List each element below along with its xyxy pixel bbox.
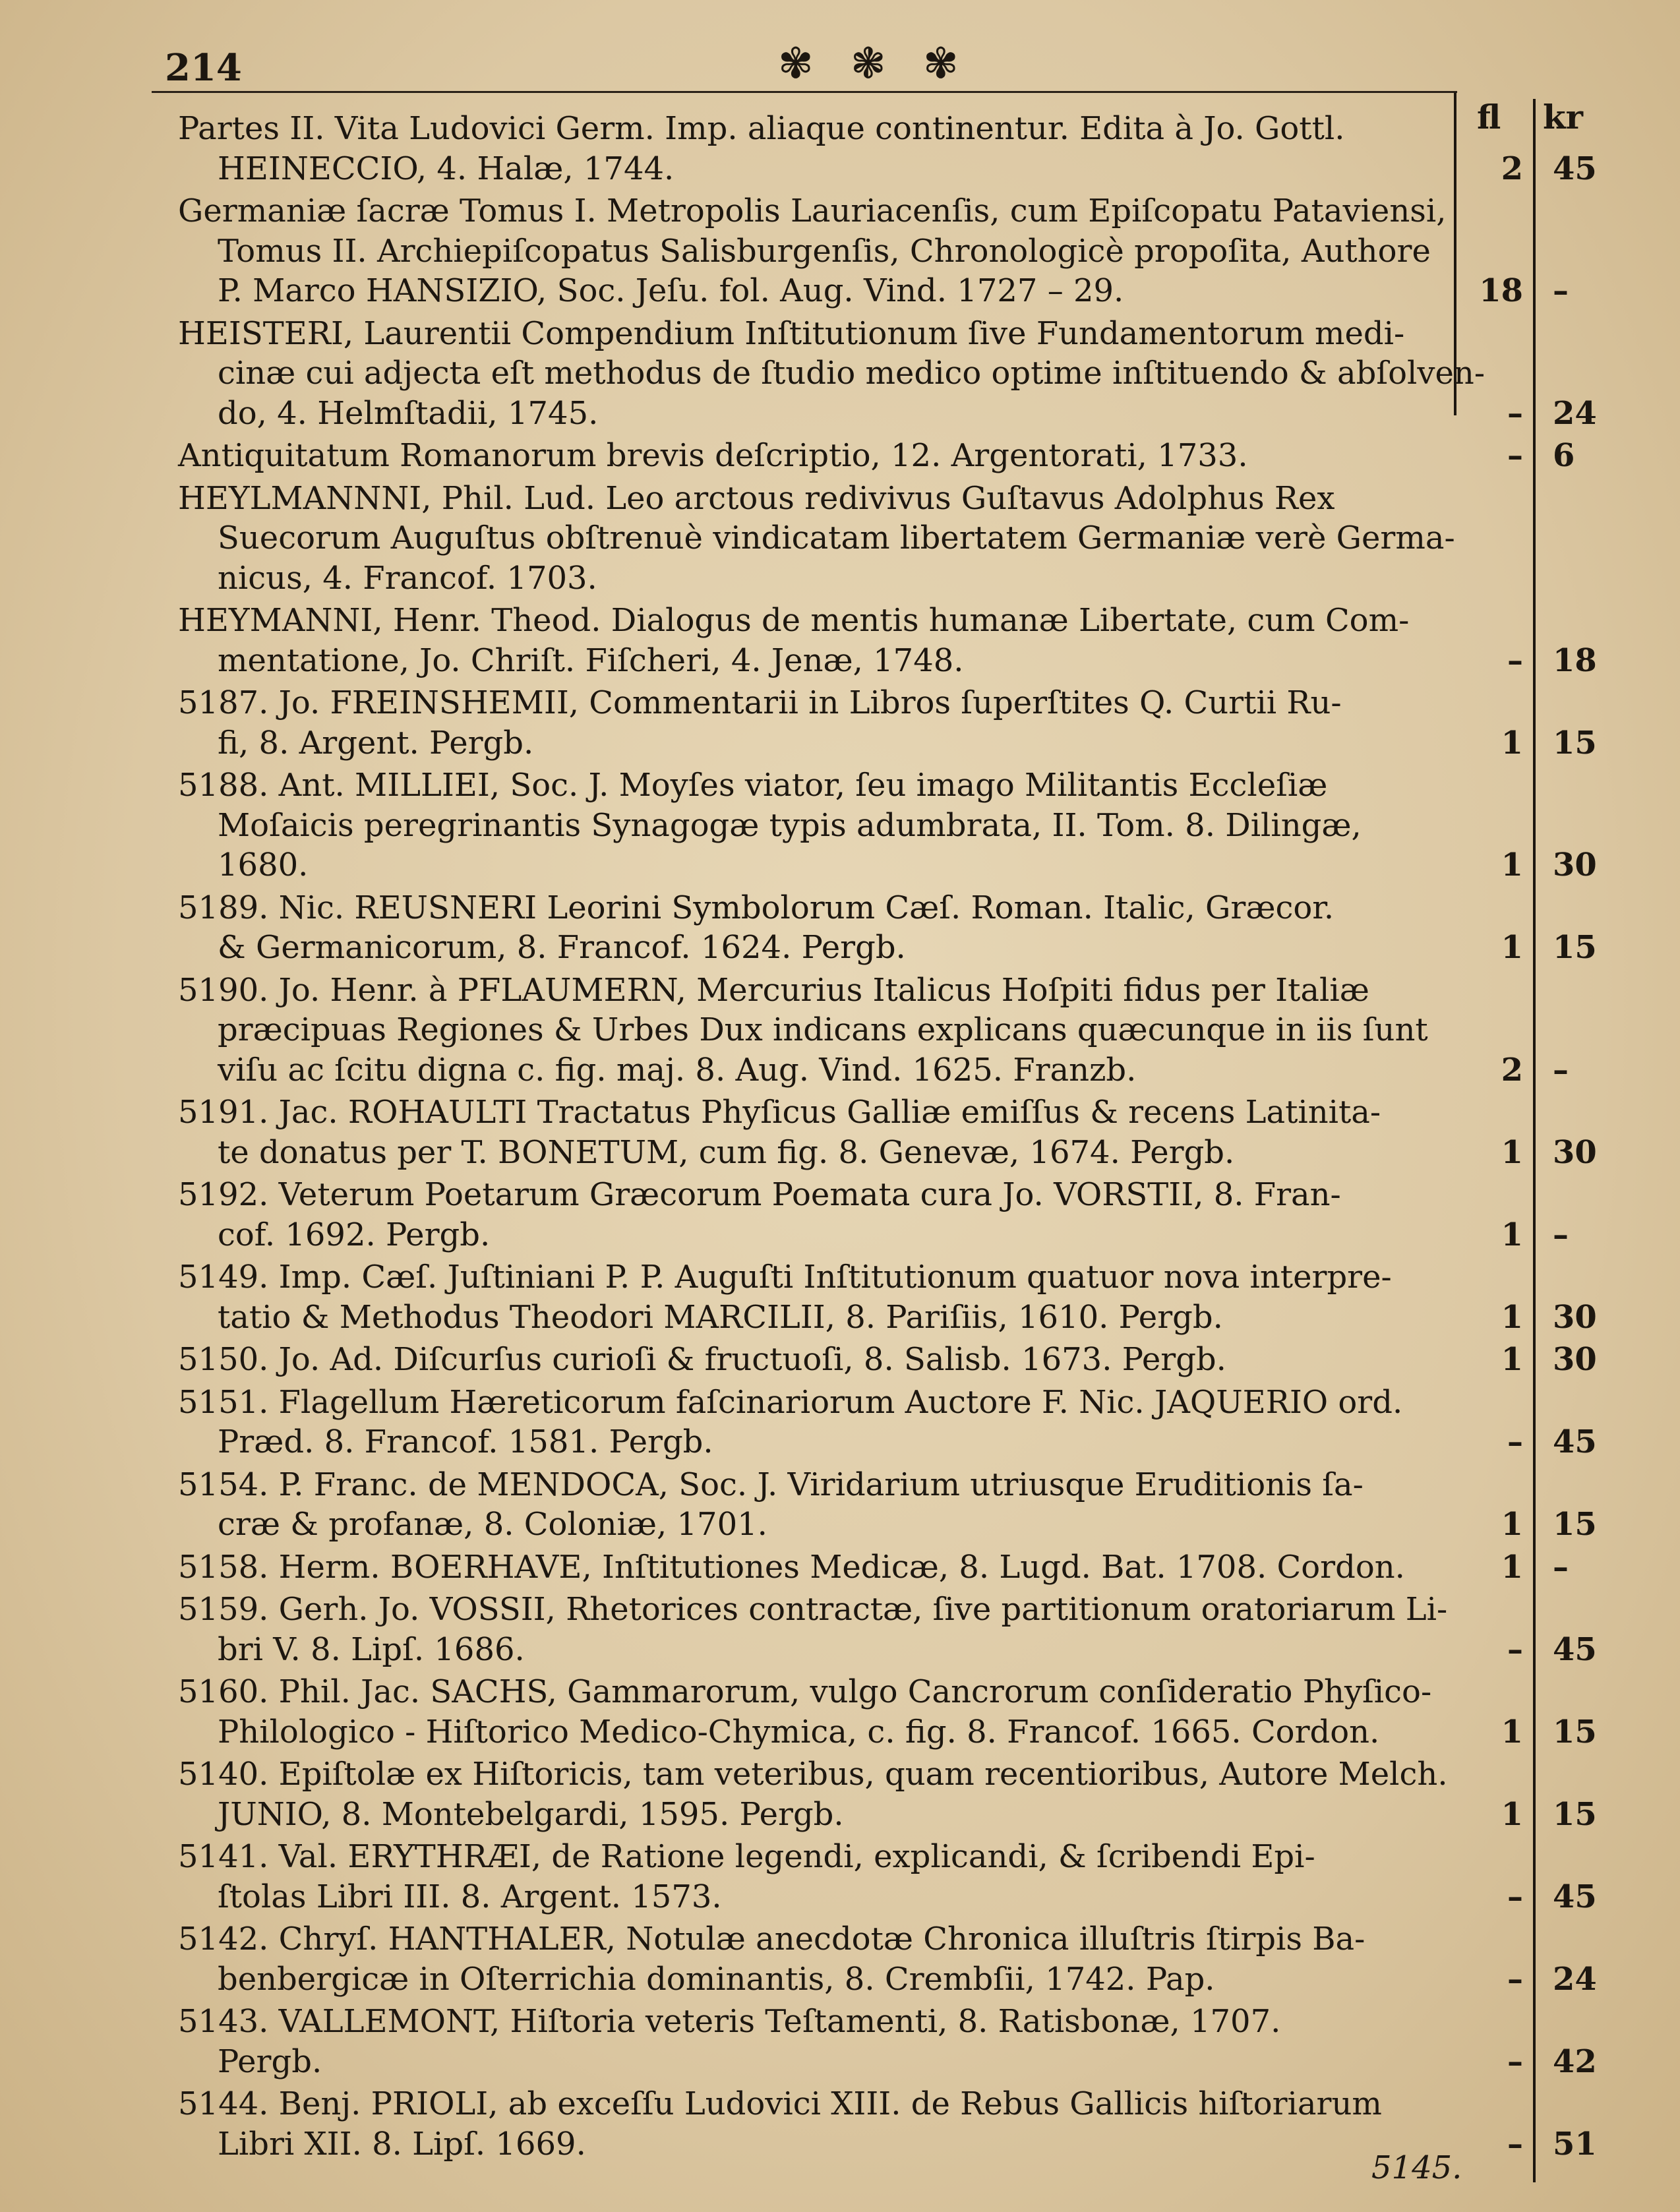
entry-line: Tomus II. Archiepiſcopatus Salisburgenſis, Chronologicè propoſita, Authore — [218, 232, 1431, 270]
price-kreuzer: 30 — [1553, 1133, 1597, 1171]
entry-line: nicus, 4. Francof. 1703. — [218, 559, 597, 597]
price-kreuzer: 15 — [1553, 1795, 1597, 1833]
price-kreuzer: – — [1553, 1548, 1569, 1586]
entry-line: do, 4. Helmſtadii, 1745. — [218, 394, 599, 432]
page-header — [152, 40, 1470, 92]
entry-line: 5190. Jo. Henr. à PFLAUMERN, Mercurius Italicus Hoſpiti fidus per Italiæ — [178, 971, 1369, 1009]
entry-line: benbergicæ in Oſterrichia dominantis, 8. Crembſii, 1742. Pap. — [218, 1960, 1215, 1998]
entry-line: præcipuas Regiones & Urbes Dux indicans explicans quæcunque in iis ſunt — [218, 1011, 1428, 1048]
entry-line: Philologico - Hiſtorico Medico-Chymica, c. fig. 8. Francof. 1665. Cordon. — [218, 1713, 1380, 1750]
entry-line: 5143. VALLEMONT, Hiſtoria veteris Teſtamenti, 8. Ratisbonæ, 1707. — [178, 2003, 1281, 2040]
page-number: 214 — [165, 46, 242, 90]
price-kreuzer: 6 — [1553, 437, 1575, 474]
entry-line: tatio & Methodus Theodori MARCILII, 8. Pariſiis, 1610. Pergb. — [218, 1298, 1223, 1336]
entry-line: 5141. Val. ERYTHRÆI, de Ratione legendi, explicandi, & ſcribendi Epi- — [178, 1838, 1315, 1875]
catchword: 5145. — [1371, 2149, 1462, 2186]
price-florins: 1 — [1501, 1298, 1523, 1336]
entry-line: & Germanicorum, 8. Francof. 1624. Pergb. — [218, 929, 906, 966]
price-florins: – — [1507, 2125, 1523, 2163]
entry-line: Libri XII. 8. Lipſ. 1669. — [218, 2125, 586, 2163]
entry-line: 5160. Phil. Jac. SACHS, Gammarorum, vulgo Cancrorum conſideratio Phyſico- — [178, 1673, 1432, 1710]
entry-line: 5188. Ant. MILLIEI, Soc. J. Moyſes viator, ſeu imago Militantis Eccleſiæ — [178, 767, 1328, 804]
price-kreuzer: 30 — [1553, 1341, 1597, 1378]
entry-line: 5187. Jo. FREINSHEMII, Commentarii in Libros ſuperſtites Q. Curtii Ru- — [178, 684, 1342, 721]
price-kreuzer: 15 — [1553, 1506, 1597, 1543]
entry-line: 5158. Herm. BOERHAVE, Inſtitutiones Medicæ, 8. Lugd. Bat. 1708. Cordon. — [178, 1548, 1405, 1586]
price-kreuzer: – — [1553, 1216, 1569, 1253]
price-florins: 1 — [1501, 1795, 1523, 1833]
price-florins: 1 — [1501, 847, 1523, 883]
entry-line: viſu ac ſcitu digna c. fig. maj. 8. Aug. Vind. 1625. Franzb. — [218, 1051, 1137, 1089]
header-ornament: ✾ ❃ ✾ — [778, 40, 971, 88]
entry-line: Moſaicis peregrinantis Synagogæ typis adumbrata, II. Tom. 8. Dilingæ, — [218, 806, 1362, 844]
price-florins: – — [1507, 437, 1523, 474]
price-florins: 1 — [1501, 1133, 1523, 1171]
entry-line: HEYLMANNNI, Phil. Lud. Leo arctous redivivus Guſtavus Adolphus Rex — [178, 479, 1335, 517]
entry-line: 5142. Chryſ. HANTHALER, Notulæ anecdotæ Chronica illuſtris ſtirpis Ba- — [178, 1921, 1365, 1958]
entry-line: HEINECCIO, 4. Halæ, 1744. — [218, 150, 675, 187]
price-florins: 1 — [1501, 724, 1523, 762]
price-kreuzer: 30 — [1553, 847, 1597, 883]
price-kreuzer: – — [1553, 272, 1569, 309]
entry-line: ſtolas Libri III. 8. Argent. 1573. — [218, 1878, 722, 1915]
price-florins: – — [1507, 642, 1523, 679]
price-florins: – — [1507, 1878, 1523, 1915]
price-florins: 1 — [1501, 1506, 1523, 1543]
entry-line: 5144. Benj. PRIOLI, ab exceſſu Ludovici XIII. de Rebus Gallicis hiſtoriarum — [178, 2085, 1382, 2122]
entry-line: Antiquitatum Romanorum brevis deſcriptio, 12. Argentorati, 1733. — [178, 437, 1248, 474]
price-florins: – — [1507, 1630, 1523, 1668]
entry-line: Partes II. Vita Ludovici Germ. Imp. aliaque continentur. Edita à Jo. Gottl. — [178, 110, 1345, 147]
entry-list — [0, 109, 1680, 2163]
price-florins: 2 — [1501, 1051, 1523, 1089]
price-kreuzer: 15 — [1553, 1713, 1597, 1750]
price-florins: 18 — [1479, 272, 1523, 309]
entry-line: P. Marco HANSIZIO, Soc. Jeſu. fol. Aug. Vind. 1727 – 29. — [218, 272, 1124, 309]
price-florins: 1 — [1501, 1713, 1523, 1750]
entry-line: Suecorum Auguſtus obſtrenuè vindicatam libertatem Germaniæ verè Germa- — [218, 520, 1455, 556]
entry-line: bri V. 8. Lipſ. 1686. — [218, 1630, 525, 1668]
price-florins: 1 — [1501, 1216, 1523, 1253]
price-florins: – — [1507, 1423, 1523, 1460]
price-kreuzer: 30 — [1553, 1298, 1597, 1336]
entry-line: 5191. Jac. ROHAULTI Tractatus Phyſicus Galliæ emiſſus & recens Latinita- — [178, 1094, 1381, 1131]
entry-line: HEYMANNI, Henr. Theod. Dialogus de mentis humanæ Libertate, cum Com- — [178, 602, 1410, 639]
entry-line: Præd. 8. Francof. 1581. Pergb. — [218, 1423, 713, 1460]
price-kreuzer: – — [1553, 1051, 1569, 1089]
price-kreuzer: 42 — [1553, 2043, 1597, 2080]
entry-line: 1680. — [218, 847, 309, 883]
price-florins: – — [1507, 2043, 1523, 2080]
entry-line: cof. 1692. Pergb. — [218, 1216, 491, 1253]
price-florins: 1 — [1501, 1548, 1523, 1586]
header-rule — [152, 91, 1457, 93]
entry-line: 5192. Veterum Poetarum Græcorum Poemata cura Jo. VORSTII, 8. Fran- — [178, 1176, 1341, 1213]
price-kreuzer: 24 — [1553, 1960, 1597, 1998]
entry-line: mentatione, Jo. Chriſt. Fiſcheri, 4. Jenæ, 1748. — [218, 642, 964, 679]
entry-line: 5159. Gerh. Jo. VOSSII, Rhetorices contractæ, ſive partitionum oratoriarum Li- — [178, 1591, 1448, 1628]
price-florins: 2 — [1501, 150, 1523, 187]
entry-line: cinæ cui adjecta eſt methodus de ſtudio medico optime inſtituendo & abſolven- — [218, 355, 1485, 392]
entry-line: te donatus per T. BONETUM, cum fig. 8. Genevæ, 1674. Pergb. — [218, 1133, 1235, 1171]
col-fl-heading: fl — [1477, 98, 1501, 136]
price-kreuzer: 45 — [1553, 1630, 1597, 1668]
entry-line: JUNIO, 8. Montebelgardi, 1595. Pergb. — [218, 1795, 844, 1833]
entry-line: cræ & profanæ, 8. Coloniæ, 1701. — [218, 1506, 767, 1543]
price-kreuzer: 15 — [1553, 929, 1597, 966]
entry-line: Pergb. — [218, 2043, 322, 2080]
price-kreuzer: 24 — [1553, 394, 1597, 432]
entry-line: HEISTERI, Laurentii Compendium Inſtitutionum ſive Fundamentorum medi- — [178, 314, 1405, 352]
price-kreuzer: 45 — [1553, 1878, 1597, 1915]
price-kreuzer: 15 — [1553, 724, 1597, 762]
price-kreuzer: 18 — [1553, 642, 1597, 679]
price-florins: – — [1507, 1960, 1523, 1998]
entry-line: 5150. Jo. Ad. Diſcurſus curioſi & fructuoſi, 8. Salisb. 1673. Pergb. — [178, 1341, 1226, 1378]
price-florins: – — [1507, 394, 1523, 432]
col-kr-heading: kr — [1543, 98, 1583, 136]
price-kreuzer: 45 — [1553, 150, 1597, 187]
entry-line: Germaniæ ſacræ Tomus I. Metropolis Lauriacenſis, cum Epiſcopatu Pataviensi, — [178, 193, 1447, 229]
entry-line: 5151. Flagellum Hæreticorum faſcinariorum Auctore F. Nic. JAQUERIO ord. — [178, 1383, 1403, 1421]
price-florins: 1 — [1501, 929, 1523, 966]
price-florins: 1 — [1501, 1341, 1523, 1378]
entry-line: 5149. Imp. Cæſ. Juſtiniani P. P. Auguſti Inſtitutionum quatuor nova interpre- — [178, 1259, 1392, 1296]
price-kreuzer: 51 — [1553, 2125, 1597, 2163]
entry-line: 5154. P. Franc. de MENDOCA, Soc. J. Viridarium utriusque Eruditionis ſa- — [178, 1466, 1364, 1503]
entry-line: 5189. Nic. REUSNERI Leorini Symbolorum Cæſ. Roman. Italic, Græcor. — [178, 889, 1335, 926]
price-kreuzer: 45 — [1553, 1423, 1597, 1460]
entry-line: fi, 8. Argent. Pergb. — [218, 724, 534, 762]
entry-line: 5140. Epiſtolæ ex Hiſtoricis, tam veteribus, quam recentioribus, Autore Melch. — [178, 1756, 1448, 1793]
